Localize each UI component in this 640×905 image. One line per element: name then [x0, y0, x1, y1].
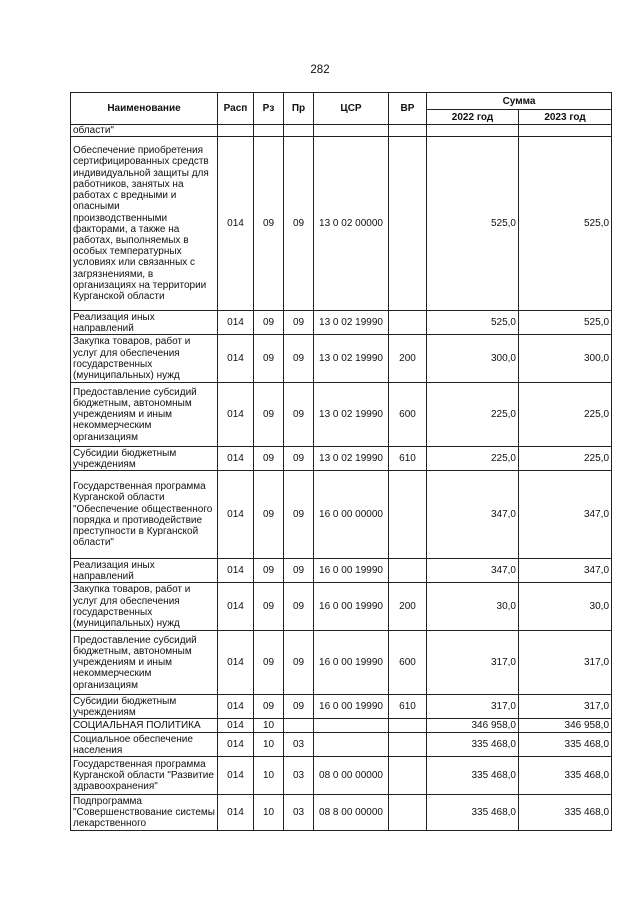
- cell-name: Предоставление субсидий бюджетным, автономным учреждениям и иным некоммерческим организациям: [71, 631, 218, 695]
- cell-y2023: 347,0: [519, 559, 612, 583]
- cell-y2023: 335 468,0: [519, 757, 612, 795]
- cell-rasp: 014: [218, 757, 254, 795]
- cell-y2023: 525,0: [519, 311, 612, 335]
- cell-vr: 200: [389, 335, 427, 383]
- cell-name: Субсидии бюджетным учреждениям: [71, 447, 218, 471]
- cell-rz: 09: [254, 447, 284, 471]
- cell-pr: 09: [284, 695, 314, 719]
- col-header-sum: Сумма: [427, 93, 612, 110]
- cell-y2022: 335 468,0: [427, 795, 519, 831]
- table-body: [71, 125, 612, 831]
- cell-vr: [389, 137, 427, 311]
- cell-rz: 09: [254, 311, 284, 335]
- cell-y2022: 525,0: [427, 311, 519, 335]
- cell-csr: 16 0 00 00000: [314, 471, 389, 559]
- cell-y2023: [519, 125, 612, 137]
- cell-pr: 09: [284, 335, 314, 383]
- cell-pr: 09: [284, 583, 314, 631]
- cell-y2023: 525,0: [519, 137, 612, 311]
- cell-rz: 10: [254, 757, 284, 795]
- cell-vr: [389, 559, 427, 583]
- cell-pr: 09: [284, 559, 314, 583]
- cell-rasp: 014: [218, 719, 254, 733]
- cell-rz: 09: [254, 383, 284, 447]
- cell-rasp: 014: [218, 447, 254, 471]
- cell-pr: 09: [284, 631, 314, 695]
- table-row: [71, 383, 612, 447]
- cell-pr: 09: [284, 383, 314, 447]
- cell-name: Реализация иных направлений: [71, 311, 218, 335]
- col-header-2022: 2022 год: [427, 110, 519, 125]
- cell-name: Субсидии бюджетным учреждениям: [71, 695, 218, 719]
- cell-name: СОЦИАЛЬНАЯ ПОЛИТИКА: [71, 719, 218, 733]
- table-row: [71, 125, 612, 137]
- cell-y2023: 225,0: [519, 383, 612, 447]
- table-row: [71, 335, 612, 383]
- table-row: [71, 795, 612, 831]
- col-header-csr: ЦСР: [314, 93, 389, 125]
- cell-csr: 08 0 00 00000: [314, 757, 389, 795]
- cell-vr: [389, 733, 427, 757]
- cell-name: Подпрограмма "Совершенствование системы лекарственного: [71, 795, 218, 831]
- cell-y2022: 346 958,0: [427, 719, 519, 733]
- cell-name: Государственная программа Курганской области "Обеспечение общественного порядка и противодействие преступности в Курганской области": [71, 471, 218, 559]
- cell-name: Обеспечение приобретения сертифицированных средств индивидуальной защиты для работников, занятых на работах с вредными и опасными производственными факторами, а также на работах, выполняемых в особых температурных условиях или связанных с загрязнениями, в организациях на территории Курганской области: [71, 137, 218, 311]
- cell-vr: 200: [389, 583, 427, 631]
- cell-name: Социальное обеспечение населения: [71, 733, 218, 757]
- cell-y2022: 335 468,0: [427, 733, 519, 757]
- cell-rz: 10: [254, 733, 284, 757]
- cell-y2022: 300,0: [427, 335, 519, 383]
- cell-pr: 09: [284, 311, 314, 335]
- table-row: [71, 583, 612, 631]
- cell-y2023: 335 468,0: [519, 795, 612, 831]
- table-row: [71, 137, 612, 311]
- cell-vr: [389, 795, 427, 831]
- cell-rasp: 014: [218, 383, 254, 447]
- cell-name: области": [71, 125, 218, 137]
- cell-rasp: 014: [218, 471, 254, 559]
- cell-name: Закупка товаров, работ и услуг для обеспечения государственных (муниципальных) нужд: [71, 335, 218, 383]
- cell-rz: 09: [254, 583, 284, 631]
- col-header-rz: Рз: [254, 93, 284, 125]
- cell-rasp: 014: [218, 695, 254, 719]
- cell-csr: [314, 733, 389, 757]
- cell-csr: 16 0 00 19990: [314, 695, 389, 719]
- cell-rz: 09: [254, 335, 284, 383]
- cell-y2023: 300,0: [519, 335, 612, 383]
- table-row: [71, 733, 612, 757]
- cell-csr: 13 0 02 19990: [314, 383, 389, 447]
- cell-y2022: 317,0: [427, 631, 519, 695]
- table-row: [71, 695, 612, 719]
- cell-vr: [389, 311, 427, 335]
- cell-rz: 09: [254, 137, 284, 311]
- cell-rz: 09: [254, 695, 284, 719]
- cell-name: Закупка товаров, работ и услуг для обеспечения государственных (муниципальных) нужд: [71, 583, 218, 631]
- cell-y2022: 525,0: [427, 137, 519, 311]
- cell-rasp: 014: [218, 583, 254, 631]
- page-number: 282: [310, 64, 330, 76]
- col-header-rasp: Расп: [218, 93, 254, 125]
- cell-csr: 13 0 02 19990: [314, 447, 389, 471]
- cell-rz: 10: [254, 795, 284, 831]
- cell-y2023: 335 468,0: [519, 733, 612, 757]
- cell-y2022: 347,0: [427, 559, 519, 583]
- cell-pr: 03: [284, 795, 314, 831]
- cell-y2022: 30,0: [427, 583, 519, 631]
- cell-y2022: 347,0: [427, 471, 519, 559]
- cell-name: Государственная программа Курганской области "Развитие здравоохранения": [71, 757, 218, 795]
- cell-y2022: [427, 125, 519, 137]
- cell-pr: 03: [284, 733, 314, 757]
- cell-y2022: 225,0: [427, 447, 519, 471]
- cell-csr: 08 8 00 00000: [314, 795, 389, 831]
- cell-rz: 09: [254, 631, 284, 695]
- cell-y2023: 346 958,0: [519, 719, 612, 733]
- cell-vr: [389, 471, 427, 559]
- cell-y2023: 30,0: [519, 583, 612, 631]
- col-header-name: Наименование: [71, 93, 218, 125]
- cell-y2023: 225,0: [519, 447, 612, 471]
- cell-csr: 16 0 00 19990: [314, 631, 389, 695]
- cell-y2023: 317,0: [519, 695, 612, 719]
- table-row: [71, 757, 612, 795]
- cell-rz: 09: [254, 559, 284, 583]
- cell-rz: [254, 125, 284, 137]
- cell-vr: 610: [389, 447, 427, 471]
- cell-csr: 16 0 00 19990: [314, 583, 389, 631]
- col-header-pr: Пр: [284, 93, 314, 125]
- cell-y2023: 317,0: [519, 631, 612, 695]
- table-row: [71, 559, 612, 583]
- cell-y2022: 317,0: [427, 695, 519, 719]
- cell-rasp: 014: [218, 733, 254, 757]
- cell-y2022: 225,0: [427, 383, 519, 447]
- cell-pr: 09: [284, 447, 314, 471]
- budget-table: [70, 92, 612, 831]
- cell-rasp: 014: [218, 335, 254, 383]
- cell-csr: 16 0 00 19990: [314, 559, 389, 583]
- col-header-vr: ВР: [389, 93, 427, 125]
- cell-rasp: 014: [218, 311, 254, 335]
- cell-pr: [284, 125, 314, 137]
- cell-csr: 13 0 02 19990: [314, 335, 389, 383]
- col-header-2023: 2023 год: [519, 110, 612, 125]
- cell-rasp: 014: [218, 559, 254, 583]
- cell-rz: 10: [254, 719, 284, 733]
- cell-rasp: 014: [218, 137, 254, 311]
- cell-pr: 09: [284, 471, 314, 559]
- cell-y2022: 335 468,0: [427, 757, 519, 795]
- cell-csr: 13 0 02 00000: [314, 137, 389, 311]
- cell-y2023: 347,0: [519, 471, 612, 559]
- cell-rasp: [218, 125, 254, 137]
- cell-pr: 09: [284, 137, 314, 311]
- table-row: [71, 311, 612, 335]
- table-row: [71, 447, 612, 471]
- cell-rz: 09: [254, 471, 284, 559]
- cell-name: Реализация иных направлений: [71, 559, 218, 583]
- cell-vr: [389, 757, 427, 795]
- cell-vr: [389, 125, 427, 137]
- cell-rasp: 014: [218, 631, 254, 695]
- cell-vr: 600: [389, 383, 427, 447]
- cell-vr: 600: [389, 631, 427, 695]
- cell-csr: [314, 125, 389, 137]
- cell-rasp: 014: [218, 795, 254, 831]
- cell-pr: 03: [284, 757, 314, 795]
- cell-vr: 610: [389, 695, 427, 719]
- table-row: [71, 471, 612, 559]
- cell-vr: [389, 719, 427, 733]
- cell-pr: [284, 719, 314, 733]
- cell-csr: [314, 719, 389, 733]
- header-row: [71, 93, 612, 110]
- cell-csr: 13 0 02 19990: [314, 311, 389, 335]
- cell-name: Предоставление субсидий бюджетным, автономным учреждениям и иным некоммерческим организациям: [71, 383, 218, 447]
- table-row: [71, 631, 612, 695]
- table-row: [71, 719, 612, 733]
